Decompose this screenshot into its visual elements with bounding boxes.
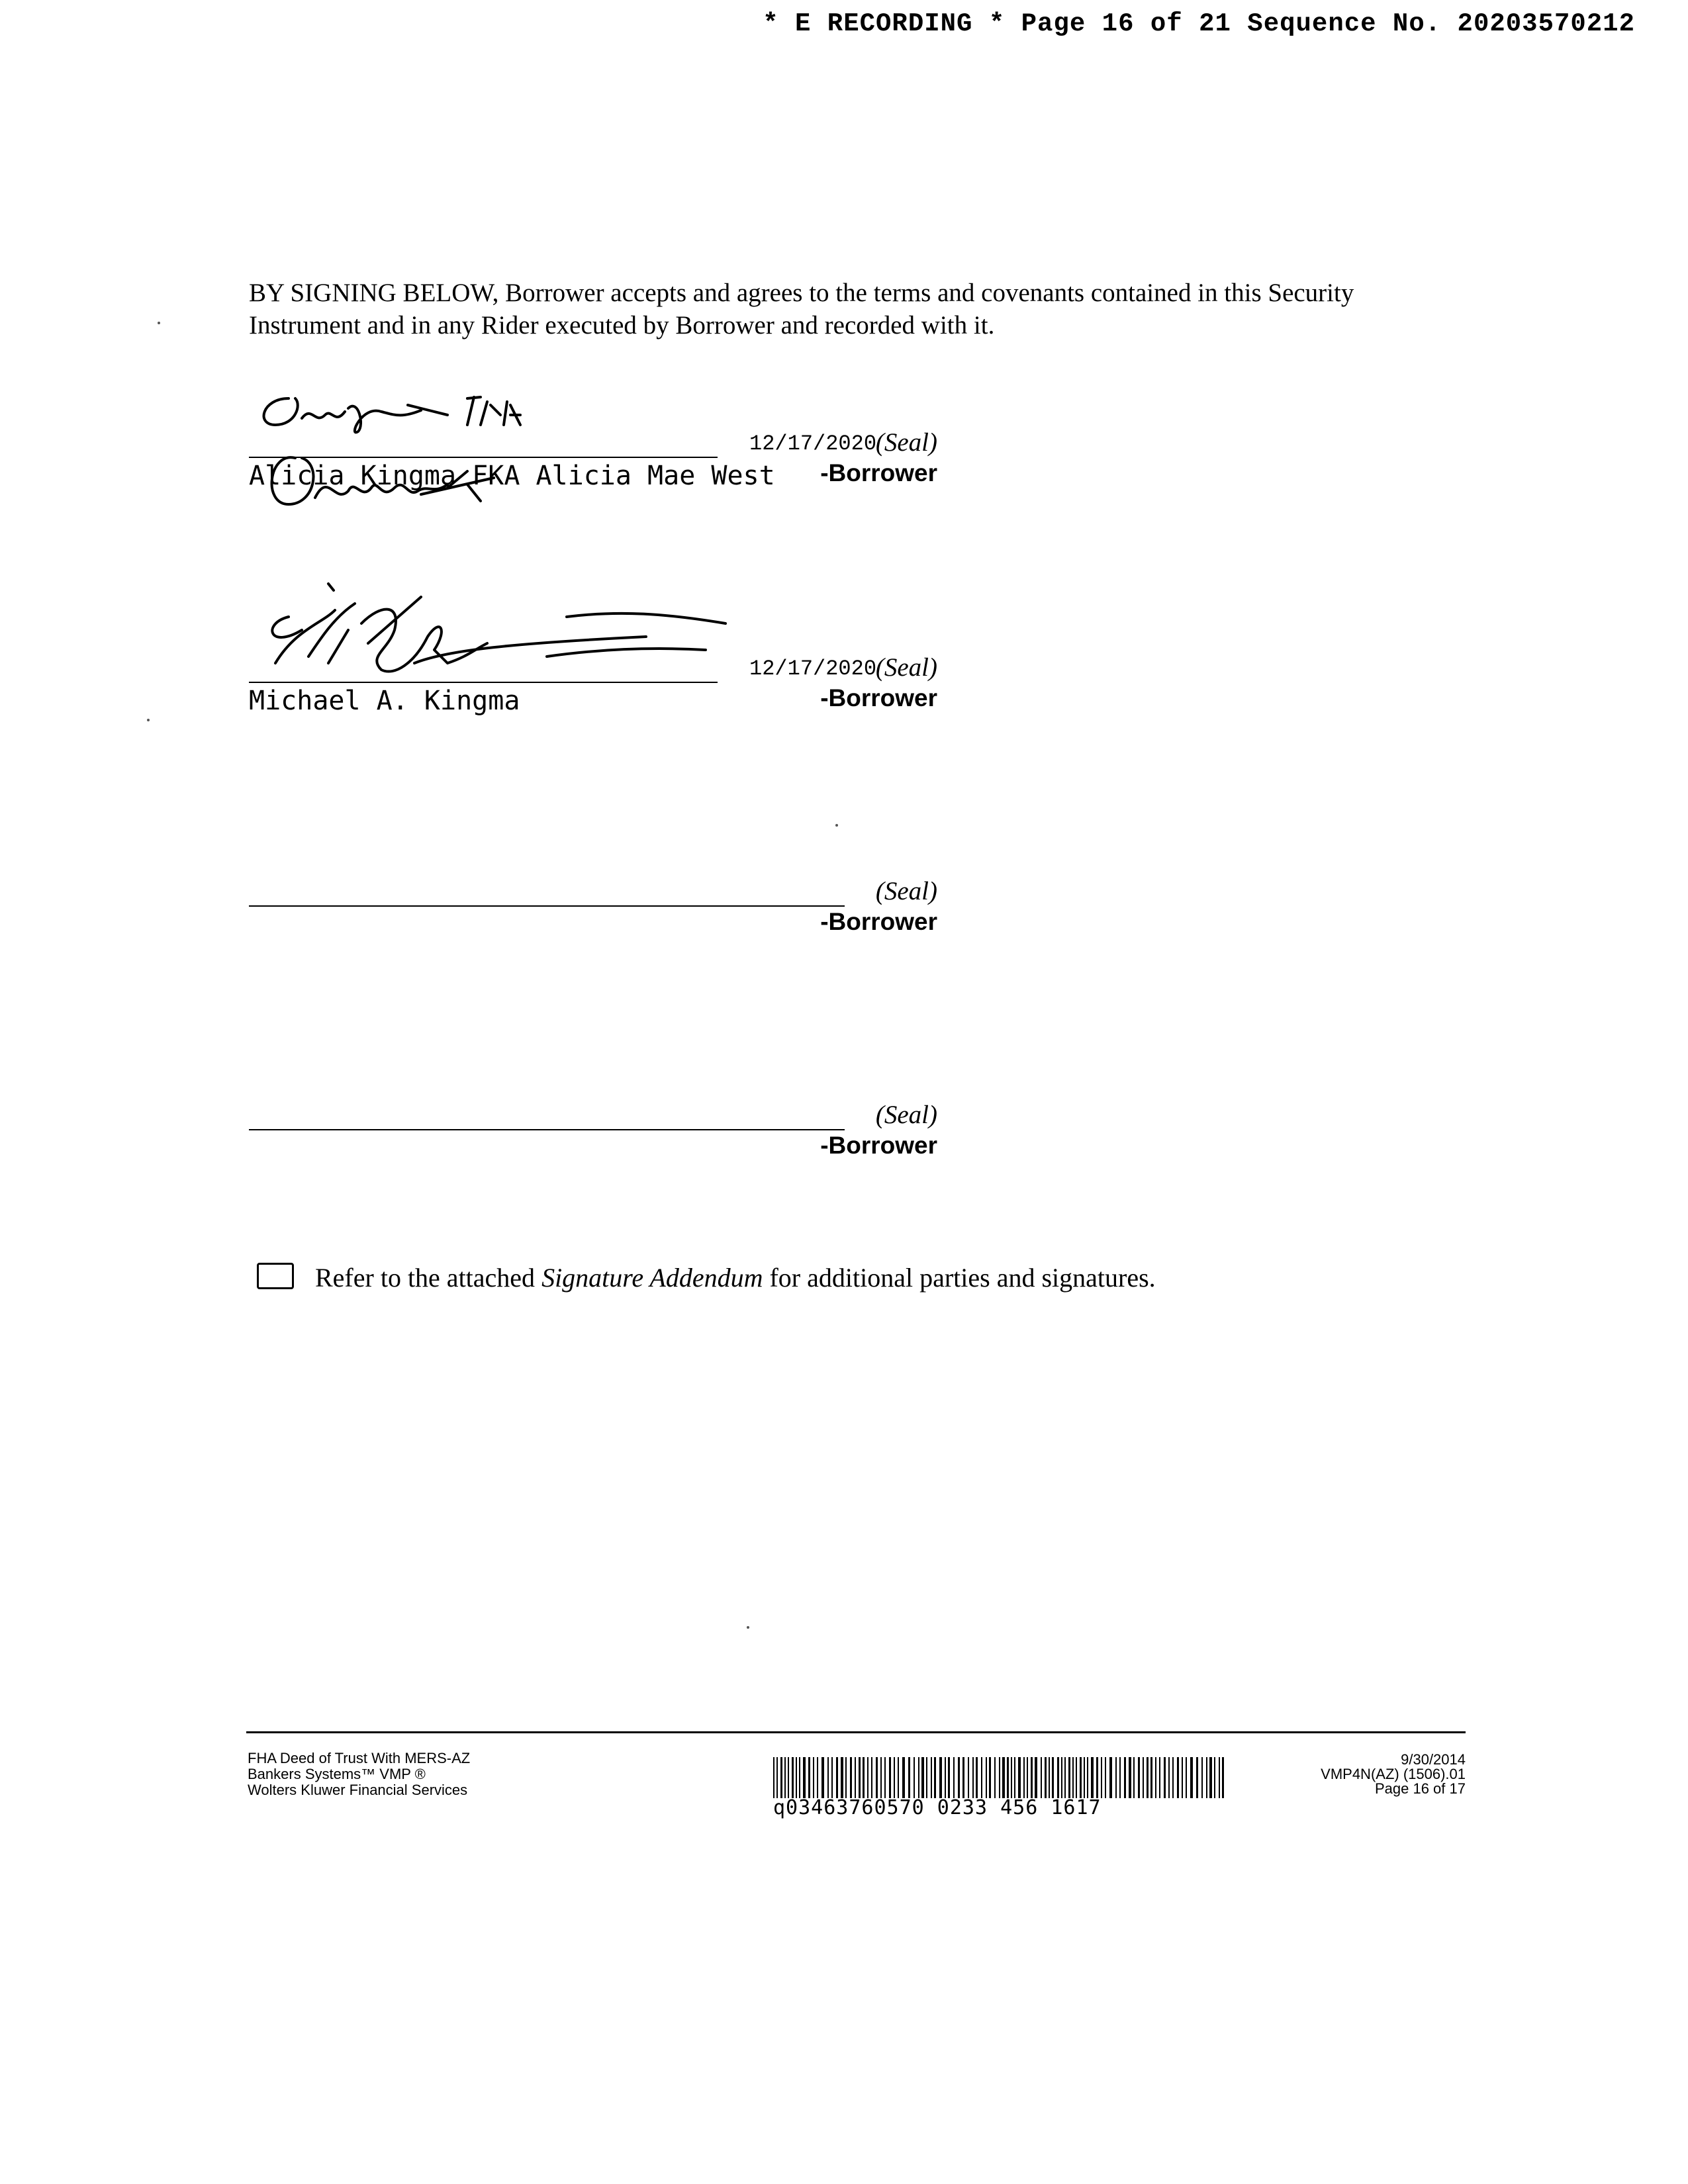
barcode-bar [867,1757,868,1798]
signature-addendum-text [315,1262,1156,1293]
barcode-bar [863,1757,865,1798]
barcode-bar [1014,1757,1015,1798]
barcode-bar [962,1757,964,1798]
barcode-bar [1080,1757,1082,1798]
footer-page-number: Page 16 of 17 [1374,1780,1466,1797]
barcode-bar [1018,1757,1021,1798]
barcode-bar [1087,1757,1088,1798]
barcode-bar [1023,1757,1025,1798]
barcode-bar [1201,1757,1203,1798]
borrower-label-4: -Borrower [820,1132,937,1159]
signature-line-2 [249,682,718,683]
barcode-bar [908,1757,910,1798]
barcode-bar [1072,1757,1074,1798]
barcode-bar [1002,1757,1005,1798]
barcode-bar [880,1757,882,1798]
barcode-bar [1159,1757,1160,1798]
addendum-text-italic: Signature Addendum [541,1263,763,1293]
barcode-bar [894,1757,895,1798]
barcode-bar [1219,1757,1220,1798]
barcode-bar [817,1757,818,1798]
document-barcode [773,1757,1230,1798]
footer-form-code: VMP4N(AZ) (1506).01 [1321,1766,1466,1782]
barcode-bar [918,1757,919,1798]
barcode-bar [1124,1757,1126,1798]
barcode-bar [926,1757,927,1798]
barcode-bar [1119,1757,1121,1798]
barcode-bar [986,1757,987,1798]
scan-speck [147,719,150,721]
signature-block-2 [249,643,937,723]
barcode-bar [1061,1757,1062,1798]
scan-speck [158,322,160,324]
barcode-bar [931,1757,932,1798]
barcode-bar [976,1757,978,1798]
barcode-bar [1196,1757,1198,1798]
scan-speck [747,1626,749,1629]
signature-line-1 [249,457,718,458]
barcode-bar [1172,1757,1174,1798]
barcode-bar [776,1757,778,1798]
barcode-bar [1133,1757,1135,1798]
seal-label-4: (Seal) [875,1101,937,1129]
barcode-bar [784,1757,786,1798]
borrower-label-3: -Borrower [820,908,937,935]
barcode-bar [813,1757,814,1798]
barcode-bar [871,1757,872,1798]
barcode-bar [1190,1757,1193,1798]
barcode-bar [803,1757,806,1798]
barcode-bar [1027,1757,1028,1798]
barcode-bar [1150,1757,1152,1798]
barcode-bar [914,1757,915,1798]
barcode-bar [972,1757,974,1798]
barcode-bar [1091,1757,1094,1798]
barcode-bar [1143,1757,1144,1798]
barcode-bar [898,1757,899,1798]
barcode-bar [836,1757,838,1798]
footer-company: Wolters Kluwer Financial Services [248,1782,468,1798]
footer-publisher: Bankers Systems™ VMP ® [248,1766,426,1782]
barcode-bar [1182,1757,1183,1798]
barcode-bar [845,1757,847,1798]
signer-name-2: Michael A. Kingma [249,686,520,716]
signature-date-1: 12/17/2020 [749,432,877,456]
footer-form-date: 9/30/2014 [1401,1751,1466,1768]
barcode-bar [788,1757,789,1798]
signer-name-1: Alicia Kingma FKA Alicia Mae West [249,461,775,491]
barcode-bar [831,1757,833,1798]
footer-form-title: FHA Deed of Trust With MERS-AZ [248,1750,471,1766]
signature-date-2: 12/17/2020 [749,657,877,681]
barcode-bar [1011,1757,1012,1798]
barcode-bar [1035,1757,1037,1798]
barcode-bar [1168,1757,1170,1798]
barcode-bar [968,1757,969,1798]
barcode-bar [884,1757,886,1798]
barcode-bar [989,1757,991,1798]
barcode-bar [1084,1757,1085,1798]
barcode-bar [792,1757,794,1798]
barcode-bar [1068,1757,1070,1798]
seal-label-3: (Seal) [875,877,937,905]
barcode-bar [994,1757,996,1798]
barcode-bar [1064,1757,1066,1798]
barcode-bar [876,1757,878,1798]
addendum-text-before: Refer to the attached [315,1263,542,1293]
footer-form-info [248,1751,470,1798]
borrower-label-1: -Borrower [820,459,937,486]
barcode-bar [1214,1757,1215,1798]
barcode-bar [855,1757,856,1798]
barcode-bar [1096,1757,1098,1798]
barcode-bar [1109,1757,1112,1798]
barcode-bar [1138,1757,1140,1798]
signature-block-3 [249,867,937,946]
barcode-bar [859,1757,861,1798]
barcode-bar [939,1757,942,1798]
barcode-bar [1222,1757,1224,1798]
barcode-bar [958,1757,960,1798]
barcode-bar [808,1757,810,1798]
barcode-bar [1076,1757,1077,1798]
signing-statement: BY SIGNING BELOW, Borrower accepts and agrees to the terms and covenants contained in this Security Instrument and in any Rider executed by Borrower and recorded with it. [249,279,1354,340]
barcode-bar [1101,1757,1102,1798]
barcode-bar [773,1757,774,1798]
barcode-bar [999,1757,1000,1798]
barcode-bar [799,1757,800,1798]
signature-block-4 [249,1091,937,1170]
barcode-number: q03463760570 0233 456 1617 [773,1796,1102,1819]
barcode-bar [1209,1757,1212,1798]
barcode-bar [921,1757,924,1798]
barcode-bar [850,1757,852,1798]
barcode-bar [948,1757,950,1798]
barcode-bar [1041,1757,1042,1798]
barcode-bar [945,1757,946,1798]
barcode-bar [827,1757,829,1798]
signature-block-1 [249,418,937,498]
barcode-bar [821,1757,824,1798]
barcode-bar [1186,1757,1187,1798]
barcode-bar [934,1757,936,1798]
barcode-bar [902,1757,905,1798]
seal-label-1: (Seal) [875,428,937,457]
barcode-bar [1129,1757,1131,1798]
signature-addendum-checkbox[interactable] [257,1263,294,1289]
seal-label-2: (Seal) [875,653,937,682]
barcode-bar [1031,1757,1033,1798]
barcode-bar [796,1757,797,1798]
footer-form-id [1321,1752,1466,1796]
barcode-bar [1049,1757,1050,1798]
signature-line-3[interactable] [249,905,845,907]
barcode-bar [1206,1757,1207,1798]
barcode-bar [1007,1757,1009,1798]
recording-header: * E RECORDING * Page 16 of 21 Sequence No. 20203570212 [763,9,1635,38]
barcode-bar [780,1757,782,1798]
barcode-bar [1045,1757,1047,1798]
barcode-bar [1177,1757,1179,1798]
barcode-bar [953,1757,955,1798]
barcode-bar [1147,1757,1149,1798]
barcode-bar [841,1757,843,1798]
signature-line-4[interactable] [249,1129,845,1130]
barcode-bar [889,1757,891,1798]
barcode-bar [1115,1757,1117,1798]
barcode-bar [1164,1757,1166,1798]
barcode-bar [1105,1757,1106,1798]
borrower-label-2: -Borrower [820,684,937,711]
scan-speck [835,824,838,827]
barcode-bar [1155,1757,1156,1798]
barcode-bar [1057,1757,1059,1798]
addendum-text-after: for additional parties and signatures. [763,1263,1156,1293]
barcode-bar [1052,1757,1054,1798]
barcode-bar [981,1757,982,1798]
footer-rule [246,1731,1466,1733]
